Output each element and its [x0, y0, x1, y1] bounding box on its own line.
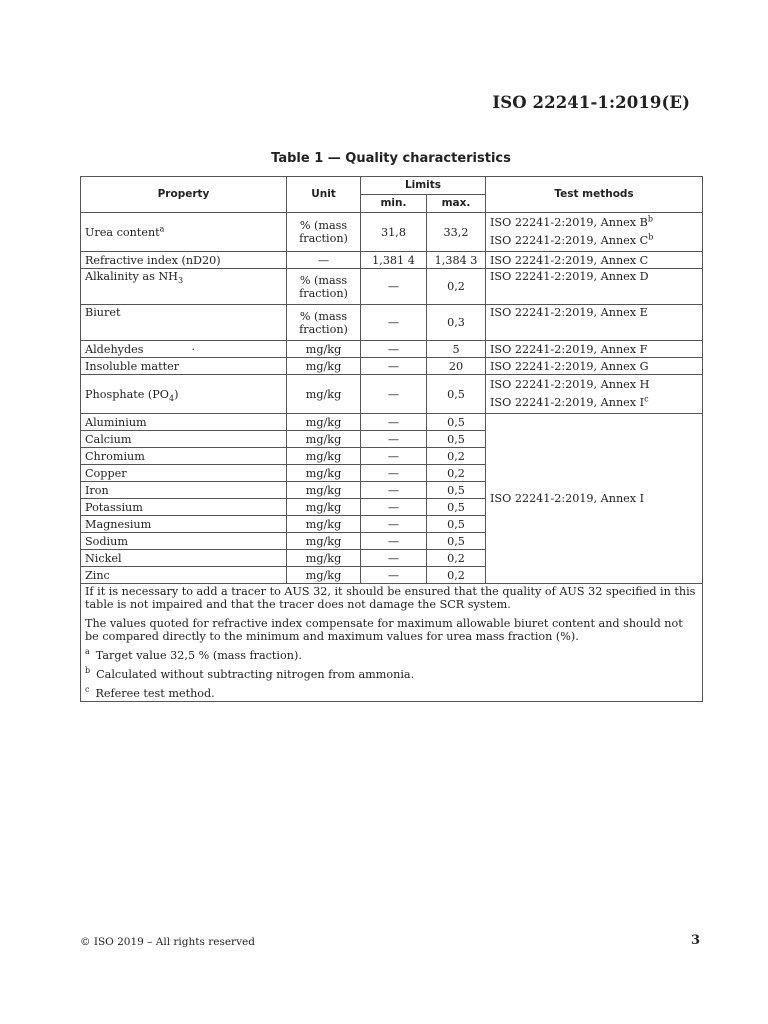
min-cell: —	[361, 482, 427, 499]
property-cell: Biuret	[81, 305, 287, 341]
header-limits: Limits	[361, 177, 486, 195]
note-refractive-index: The values quoted for refractive index compensate for maximum allowable biuret content and should not be compared directly to the minimum and maximum values for urea mass fraction (%).	[85, 617, 683, 643]
property-cell: Aluminium	[81, 414, 287, 431]
footnote-a: $^a$ Target value 32,5 % (mass fraction).	[85, 647, 302, 662]
stray-mark: ·	[191, 342, 196, 356]
test-method-cell: ISO 22241-2:2019, Annex F	[486, 341, 703, 358]
unit-cell: mg/kg	[287, 465, 361, 482]
min-cell: —	[361, 358, 427, 375]
table-row	[81, 358, 703, 375]
table-row	[81, 375, 703, 414]
quality-characteristics-table	[80, 176, 703, 702]
header-unit: Unit	[287, 177, 361, 213]
unit-cell: mg/kg	[287, 567, 361, 584]
min-cell: —	[361, 516, 427, 533]
min-cell: —	[361, 533, 427, 550]
table-title: Table 1 — Quality characteristics	[271, 151, 511, 166]
property-cell: Alkalinity as $NH_3$	[81, 269, 287, 305]
min-cell: —	[361, 341, 427, 358]
min-cell: —	[361, 499, 427, 516]
max-cell: 0,2	[427, 550, 486, 567]
property-cell: Insoluble matter	[81, 358, 287, 375]
table-row	[81, 305, 703, 341]
unit-cell: mg/kg	[287, 482, 361, 499]
test-method-cell: ISO 22241-2:2019, Annex C	[486, 252, 703, 269]
min-cell: —	[361, 567, 427, 584]
unit-cell: mg/kg	[287, 516, 361, 533]
header-min: min.	[361, 195, 427, 213]
max-cell: 1,384 3	[427, 252, 486, 269]
max-cell: 5	[427, 341, 486, 358]
test-method-cell: ISO 22241-2:2019, Annex I	[486, 414, 703, 584]
max-cell: 0,5	[427, 375, 486, 414]
max-cell: 0,3	[427, 305, 486, 341]
min-cell: 31,8	[361, 213, 427, 252]
min-cell: —	[361, 414, 427, 431]
table-notes	[81, 584, 703, 702]
property-cell: Sodium	[81, 533, 287, 550]
min-cell: —	[361, 550, 427, 567]
property-cell: Phosphate $(PO_4)$	[81, 375, 287, 414]
unit-cell: mg/kg	[287, 448, 361, 465]
test-method-cell: ISO 22241-2:2019, Annex $B^b$ ISO 22241-2:2019, Annex $C^b$	[486, 213, 703, 252]
unit-cell: mg/kg	[287, 550, 361, 567]
unit-cell: mg/kg	[287, 533, 361, 550]
page-number: 3	[690, 933, 700, 948]
max-cell: 0,2	[427, 567, 486, 584]
unit-cell: % (mass fraction)	[287, 269, 361, 305]
header-property: Property	[81, 177, 287, 213]
unit-cell: mg/kg	[287, 431, 361, 448]
table-row	[81, 252, 703, 269]
notes-row	[81, 584, 703, 702]
max-cell: 20	[427, 358, 486, 375]
unit-cell: % (mass fraction)	[287, 305, 361, 341]
test-method-cell: ISO 22241-2:2019, Annex H ISO 22241-2:2019, Annex $I^c$	[486, 375, 703, 414]
table-row	[81, 213, 703, 252]
min-cell: —	[361, 375, 427, 414]
max-cell: 0,2	[427, 448, 486, 465]
min-cell: —	[361, 305, 427, 341]
table-row	[81, 414, 703, 431]
unit-cell: mg/kg	[287, 375, 361, 414]
table-row	[81, 341, 703, 358]
test-method-cell: ISO 22241-2:2019, Annex D	[486, 269, 703, 305]
property-cell: Iron	[81, 482, 287, 499]
max-cell: 0,5	[427, 431, 486, 448]
max-cell: 0,5	[427, 414, 486, 431]
max-cell: 0,5	[427, 499, 486, 516]
test-method-cell: ISO 22241-2:2019, Annex E	[486, 305, 703, 341]
property-cell: Urea content$^a$	[81, 213, 287, 252]
property-cell: Magnesium	[81, 516, 287, 533]
min-cell: —	[361, 465, 427, 482]
unit-cell: mg/kg	[287, 358, 361, 375]
header-test-methods: Test methods	[486, 177, 703, 213]
max-cell: 0,5	[427, 482, 486, 499]
property-cell: Refractive index (nD20)	[81, 252, 287, 269]
copyright-notice: © ISO 2019 – All rights reserved	[80, 936, 255, 948]
property-cell: Nickel	[81, 550, 287, 567]
unit-cell: mg/kg	[287, 499, 361, 516]
unit-cell: —	[287, 252, 361, 269]
min-cell: 1,381 4	[361, 252, 427, 269]
max-cell: 0,5	[427, 516, 486, 533]
document-id: ISO 22241-1:2019(E)	[492, 93, 690, 112]
unit-cell: % (mass fraction)	[287, 213, 361, 252]
property-cell: Copper	[81, 465, 287, 482]
max-cell: 0,2	[427, 465, 486, 482]
table-row	[81, 269, 703, 305]
property-cell: Potassium	[81, 499, 287, 516]
max-cell: 0,2	[427, 269, 486, 305]
max-cell: 0,5	[427, 533, 486, 550]
test-method-cell: ISO 22241-2:2019, Annex G	[486, 358, 703, 375]
min-cell: —	[361, 448, 427, 465]
max-cell: 33,2	[427, 213, 486, 252]
unit-cell: mg/kg	[287, 414, 361, 431]
min-cell: —	[361, 431, 427, 448]
note-tracer: If it is necessary to add a tracer to AUS 32, it should be ensured that the quality of AUS 32 specified in this table is not impaired and that the tracer does not damage the SCR system.	[85, 585, 696, 611]
property-cell: Calcium	[81, 431, 287, 448]
property-cell: Chromium	[81, 448, 287, 465]
unit-cell: mg/kg	[287, 341, 361, 358]
header-max: max.	[427, 195, 486, 213]
footnote-b: $^b$ Calculated without subtracting nitrogen from ammonia.	[85, 666, 415, 681]
property-cell: Aldehydes ·	[81, 341, 287, 358]
property-cell: Zinc	[81, 567, 287, 584]
footnote-c: $^c$ Referee test method.	[85, 685, 215, 700]
min-cell: —	[361, 269, 427, 305]
